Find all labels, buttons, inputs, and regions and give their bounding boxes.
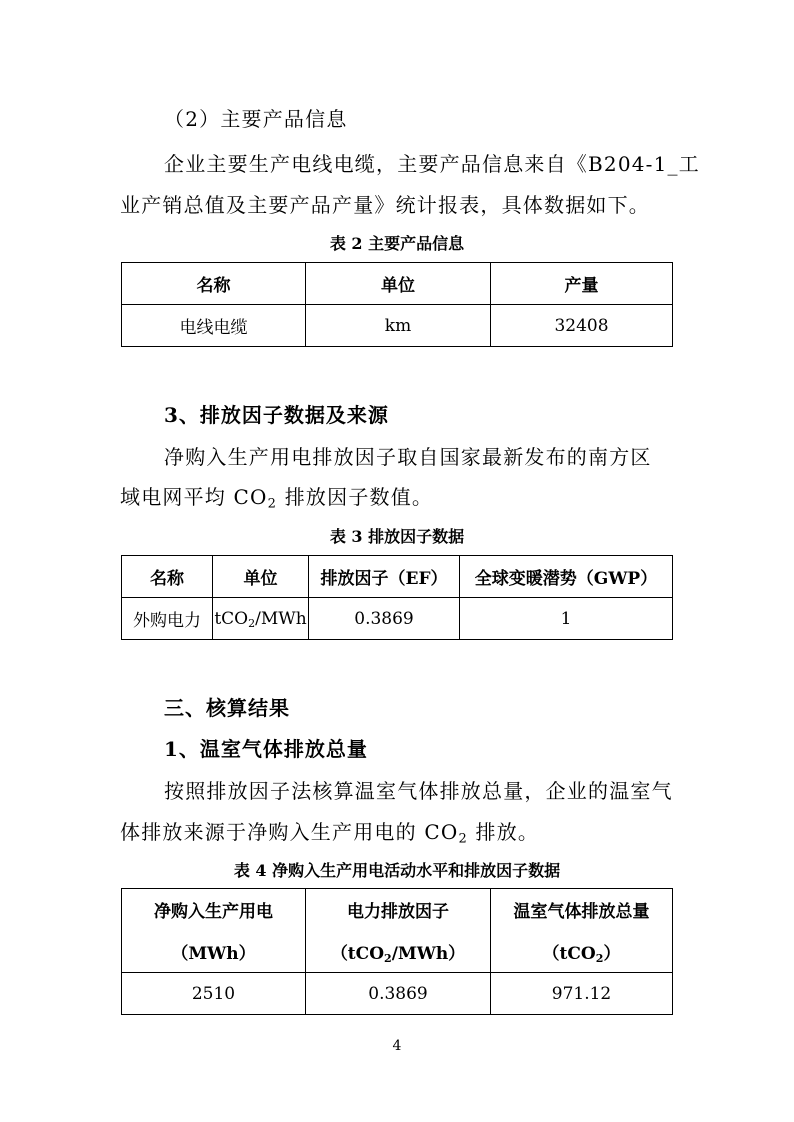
table4-caption: 表 4 净购入生产用电活动水平和排放因子数据: [233, 861, 561, 880]
page-number: 4: [392, 1038, 402, 1054]
table-cell: 971.12: [491, 973, 673, 1015]
table-row: [122, 305, 673, 347]
paragraph-line: 体排放来源于净购入生产用电的 $CO_2$ 排放。: [120, 820, 540, 847]
table-header-row: [122, 931, 673, 973]
table-cell: 2510: [122, 973, 306, 1015]
paragraph-line: 企业主要生产电线电缆，主要产品信息来自《B204-1_工: [164, 152, 700, 176]
header-cell: 排放因子（EF）: [309, 556, 460, 598]
header-cell: 净购入生产用电: [122, 889, 306, 931]
header-cell: 电力排放因子: [306, 889, 491, 931]
table3: [121, 555, 673, 640]
header-cell: 名称: [122, 263, 306, 305]
section-heading-products: （2）主要产品信息: [164, 107, 348, 131]
header-cell: （tCO$_2$）: [491, 931, 673, 973]
table-header-row: [122, 263, 673, 305]
table-cell: 外购电力: [122, 598, 213, 640]
table-header-row: [122, 889, 673, 931]
table-row: [122, 973, 673, 1015]
section-heading-factor: 3、排放因子数据及来源: [164, 403, 389, 427]
paragraph-line: 净购入生产用电排放因子取自国家最新发布的南方区: [164, 445, 652, 469]
header-cell: 单位: [213, 556, 309, 598]
table2: [121, 262, 673, 347]
table-cell: 0.3869: [306, 973, 491, 1015]
table-cell: km: [306, 305, 491, 347]
table-cell: tCO$_2$/MWh: [213, 598, 309, 640]
table4: [121, 888, 673, 1015]
header-cell: 温室气体排放总量: [491, 889, 673, 931]
table-cell: 0.3869: [309, 598, 460, 640]
header-cell: （MWh）: [122, 931, 306, 973]
table2-caption: 表 2 主要产品信息: [329, 234, 465, 253]
header-cell: 名称: [122, 556, 213, 598]
header-cell: 产量: [491, 263, 673, 305]
header-cell: 单位: [306, 263, 491, 305]
table-cell: 电线电缆: [122, 305, 306, 347]
table-header-row: [122, 556, 673, 598]
paragraph-line: 按照排放因子法核算温室气体排放总量，企业的温室气: [164, 779, 673, 803]
table-cell: 32408: [491, 305, 673, 347]
paragraph-line: 域电网平均 $CO_2$ 排放因子数值。: [120, 485, 434, 512]
subsection-heading-total: 1、温室气体排放总量: [164, 737, 368, 761]
paragraph-line: 业产销总值及主要产品产量》统计报表，具体数据如下。: [120, 193, 650, 217]
header-cell: （tCO$_2$/MWh）: [306, 931, 491, 973]
table3-caption: 表 3 排放因子数据: [329, 527, 465, 546]
table-cell: 1: [460, 598, 673, 640]
header-cell: 全球变暖潜势（GWP）: [460, 556, 673, 598]
section-heading-results: 三、核算结果: [164, 696, 290, 720]
table-row: [122, 598, 673, 640]
